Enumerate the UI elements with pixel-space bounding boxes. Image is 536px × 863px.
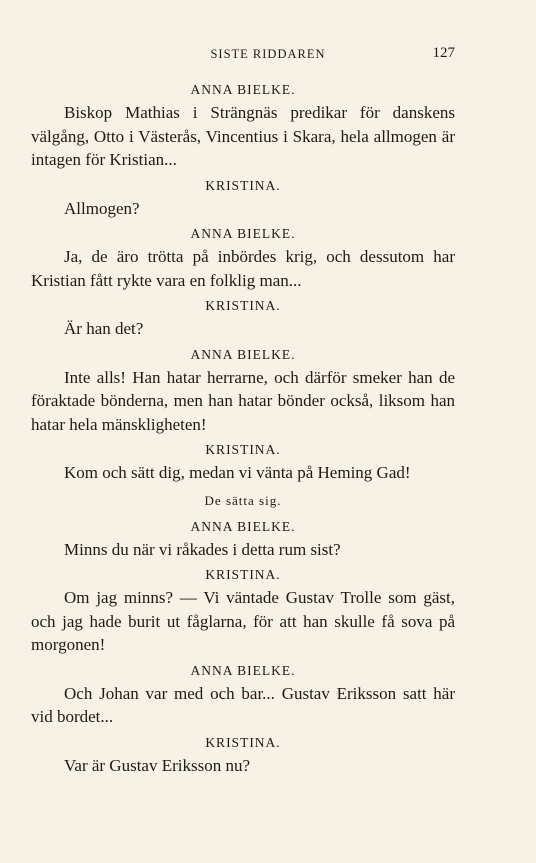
stage-direction: De sätta sig. bbox=[204, 492, 282, 508]
running-title: SISTE RIDDAREN bbox=[210, 47, 326, 61]
speech-line: Är han det? bbox=[64, 319, 144, 338]
page-body bbox=[31, 77, 455, 780]
speech-line: Biskop Mathias i Strängnäs predikar för danskens välgång, Otto i Västerås, Vincentius i Skara, hela allmogen är intagen för Kristian... bbox=[31, 103, 455, 169]
speaker-name: ANNA BIELKE. bbox=[190, 518, 296, 534]
speech-line: Allmogen? bbox=[64, 198, 140, 218]
speaker-name: ANNA BIELKE. bbox=[190, 662, 296, 678]
speech-line: Inte alls! Han hatar herrarne, och därför smeker han de föraktade bönderna, men han hatar bönder också, liksom han hatar hela mänskligheten! bbox=[31, 367, 455, 434]
speech-line: Och Johan var med och bar... Gustav Eriksson satt här vid bordet... bbox=[31, 683, 455, 726]
speaker-name: ANNA BIELKE. bbox=[190, 346, 296, 362]
speech-line: Ja, de äro trötta på inbördes krig, och dessutom har Kristian fått rykte vara en folklig man... bbox=[31, 247, 455, 290]
speaker-name: KRISTINA. bbox=[205, 442, 281, 457]
speaker-name: ANNA BIELKE. bbox=[190, 82, 296, 97]
page-header bbox=[0, 47, 536, 67]
speech-line: Kom och sätt dig, medan vi vänta på Heming Gad! bbox=[64, 463, 411, 482]
page-number: 127 bbox=[432, 45, 455, 61]
speech-line: Minns du när vi råkades i detta rum sist? bbox=[64, 539, 341, 559]
speaker-name: KRISTINA. bbox=[205, 177, 281, 193]
speaker-name: KRISTINA. bbox=[205, 567, 281, 582]
speaker-name: ANNA BIELKE. bbox=[190, 226, 296, 241]
speech-line: Var är Gustav Eriksson nu? bbox=[64, 755, 251, 775]
speaker-name: KRISTINA. bbox=[205, 298, 281, 313]
speech-line: Om jag minns? — Vi väntade Gustav Trolle som gäst, och jag hade burit ut fåglarna, för att han skulle få sova på morgonen! bbox=[31, 588, 455, 654]
speaker-name: KRISTINA. bbox=[205, 734, 281, 750]
